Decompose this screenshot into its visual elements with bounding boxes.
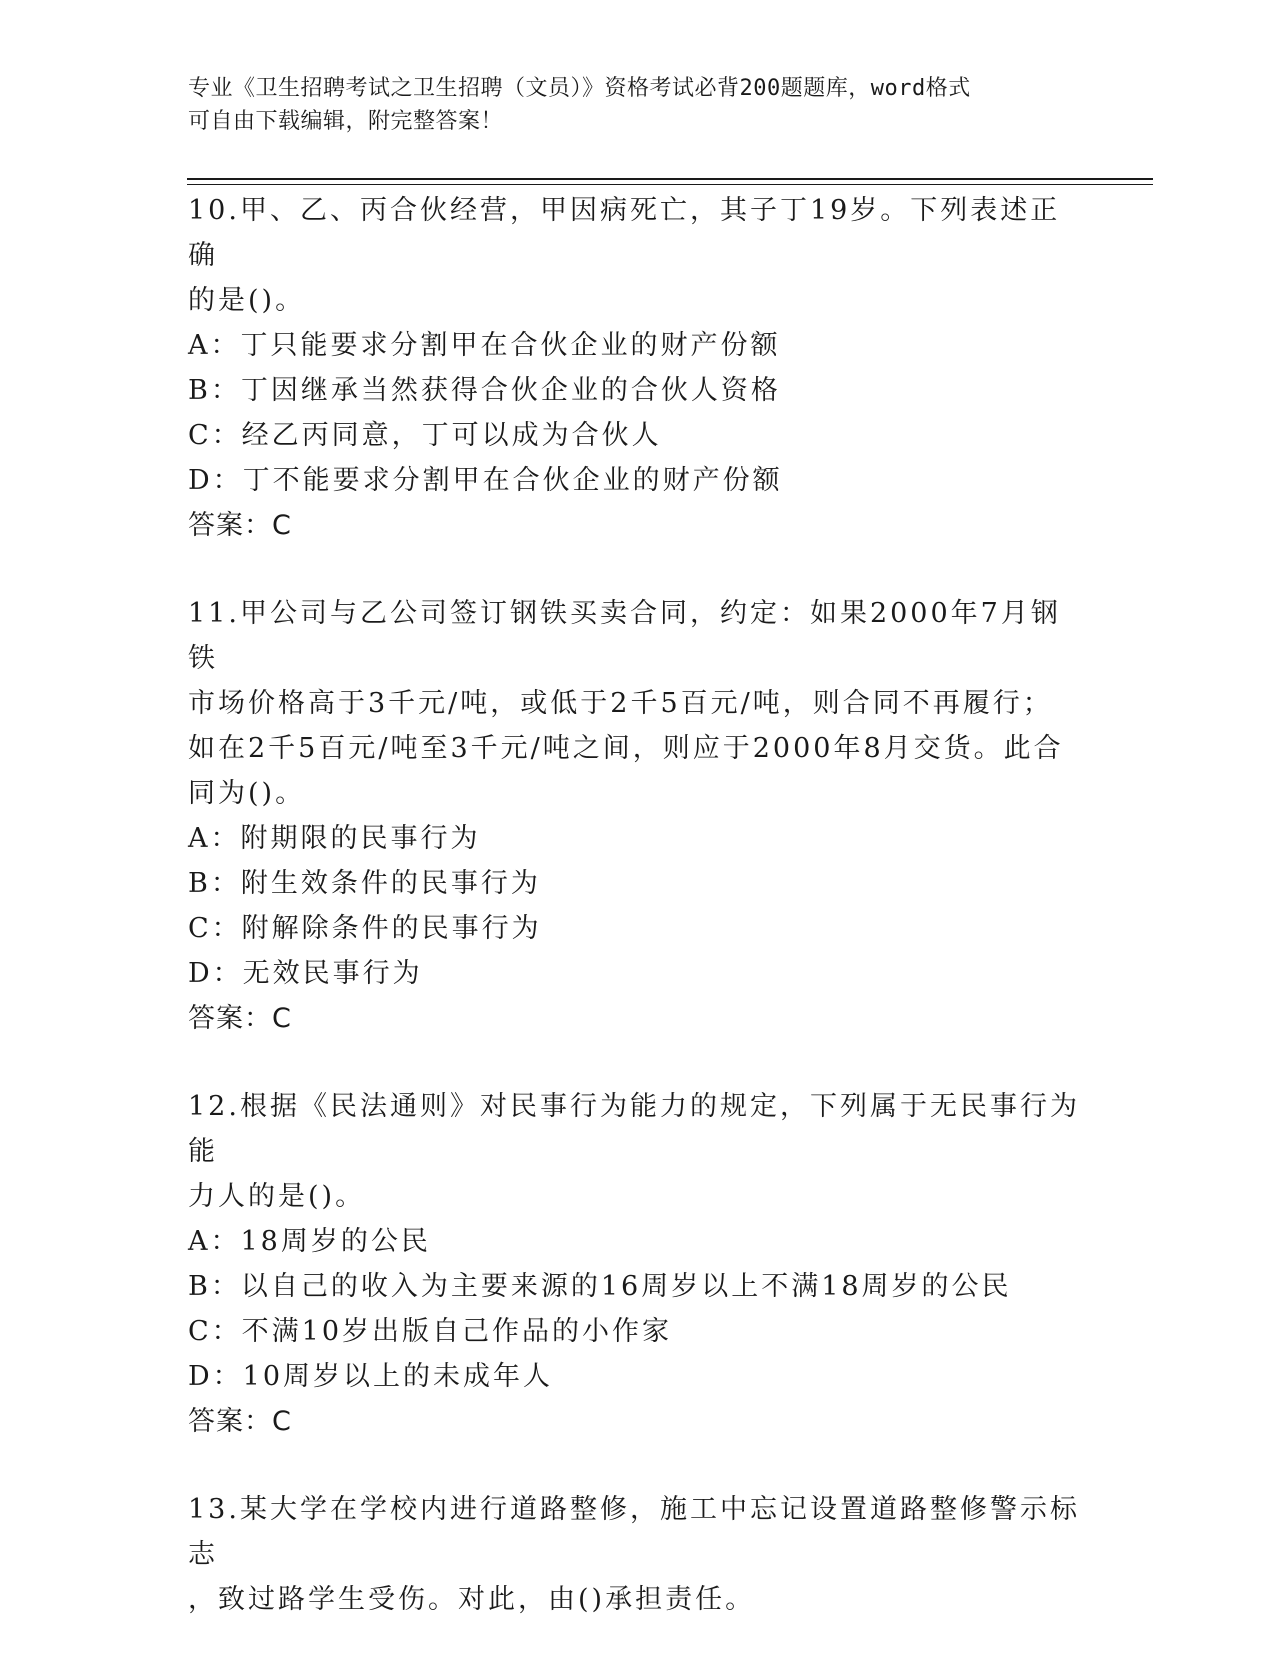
option-c: C：附解除条件的民事行为 <box>188 913 542 944</box>
header-line-2: 可自由下载编辑，附完整答案！ <box>188 109 504 134</box>
document-header <box>188 72 1068 138</box>
question-list <box>188 188 1088 1665</box>
option-d: D：丁不能要求分割甲在合伙企业的财产份额 <box>188 465 783 496</box>
question-text-line: 12.根据《民法通则》对民事行为能力的规定，下列属于无民事行为能 <box>188 1091 1080 1167</box>
answer-line: 答案：C <box>188 510 292 541</box>
option-a: A：丁只能要求分割甲在合伙企业的财产份额 <box>188 330 781 361</box>
header-line-1: 专业《卫生招聘考试之卫生招聘（文员）》资格考试必背200题题库，word格式 <box>188 76 971 101</box>
option-d: D：无效民事行为 <box>188 958 423 989</box>
answer-line: 答案：C <box>188 1003 292 1034</box>
question-text-line: ，致过路学生受伤。对此，由()承担责任。 <box>188 1584 756 1615</box>
question-text-line: 同为()。 <box>188 778 306 809</box>
question-text-line: 如在2千5百元/吨至3千元/吨之间，则应于2000年8月交货。此合 <box>188 733 1064 764</box>
option-b: B：以自己的收入为主要来源的16周岁以上不满18周岁的公民 <box>188 1271 1012 1302</box>
question-text-line: 11.甲公司与乙公司签订钢铁买卖合同，约定：如果2000年7月钢铁 <box>188 598 1061 674</box>
header-divider-thick <box>187 178 1153 180</box>
question-12 <box>188 1084 1088 1444</box>
question-text-line: 10.甲、乙、丙合伙经营，甲因病死亡，其子丁19岁。下列表述正确 <box>188 195 1061 271</box>
answer-line: 答案：C <box>188 1406 292 1437</box>
question-text-line: 力人的是()。 <box>188 1181 366 1212</box>
option-a: A：18周岁的公民 <box>188 1226 431 1257</box>
question-10 <box>188 188 1088 548</box>
option-b: B：附生效条件的民事行为 <box>188 868 541 899</box>
header-divider-thin <box>187 184 1153 185</box>
question-text-line: 的是()。 <box>188 285 306 316</box>
question-11 <box>188 591 1088 1041</box>
question-text-line: 13.某大学在学校内进行道路整修，施工中忘记设置道路整修警示标志 <box>188 1494 1080 1570</box>
option-c: C：不满10岁出版自己作品的小作家 <box>188 1316 673 1347</box>
option-b: B：丁因继承当然获得合伙企业的合伙人资格 <box>188 375 781 406</box>
option-c: C：经乙丙同意，丁可以成为合伙人 <box>188 420 662 451</box>
question-text-line: 市场价格高于3千元/吨，或低于2千5百元/吨，则合同不再履行； <box>188 688 1053 719</box>
option-d: D：10周岁以上的未成年人 <box>188 1361 554 1392</box>
option-a: A：附期限的民事行为 <box>188 823 481 854</box>
question-13 <box>188 1487 1088 1622</box>
